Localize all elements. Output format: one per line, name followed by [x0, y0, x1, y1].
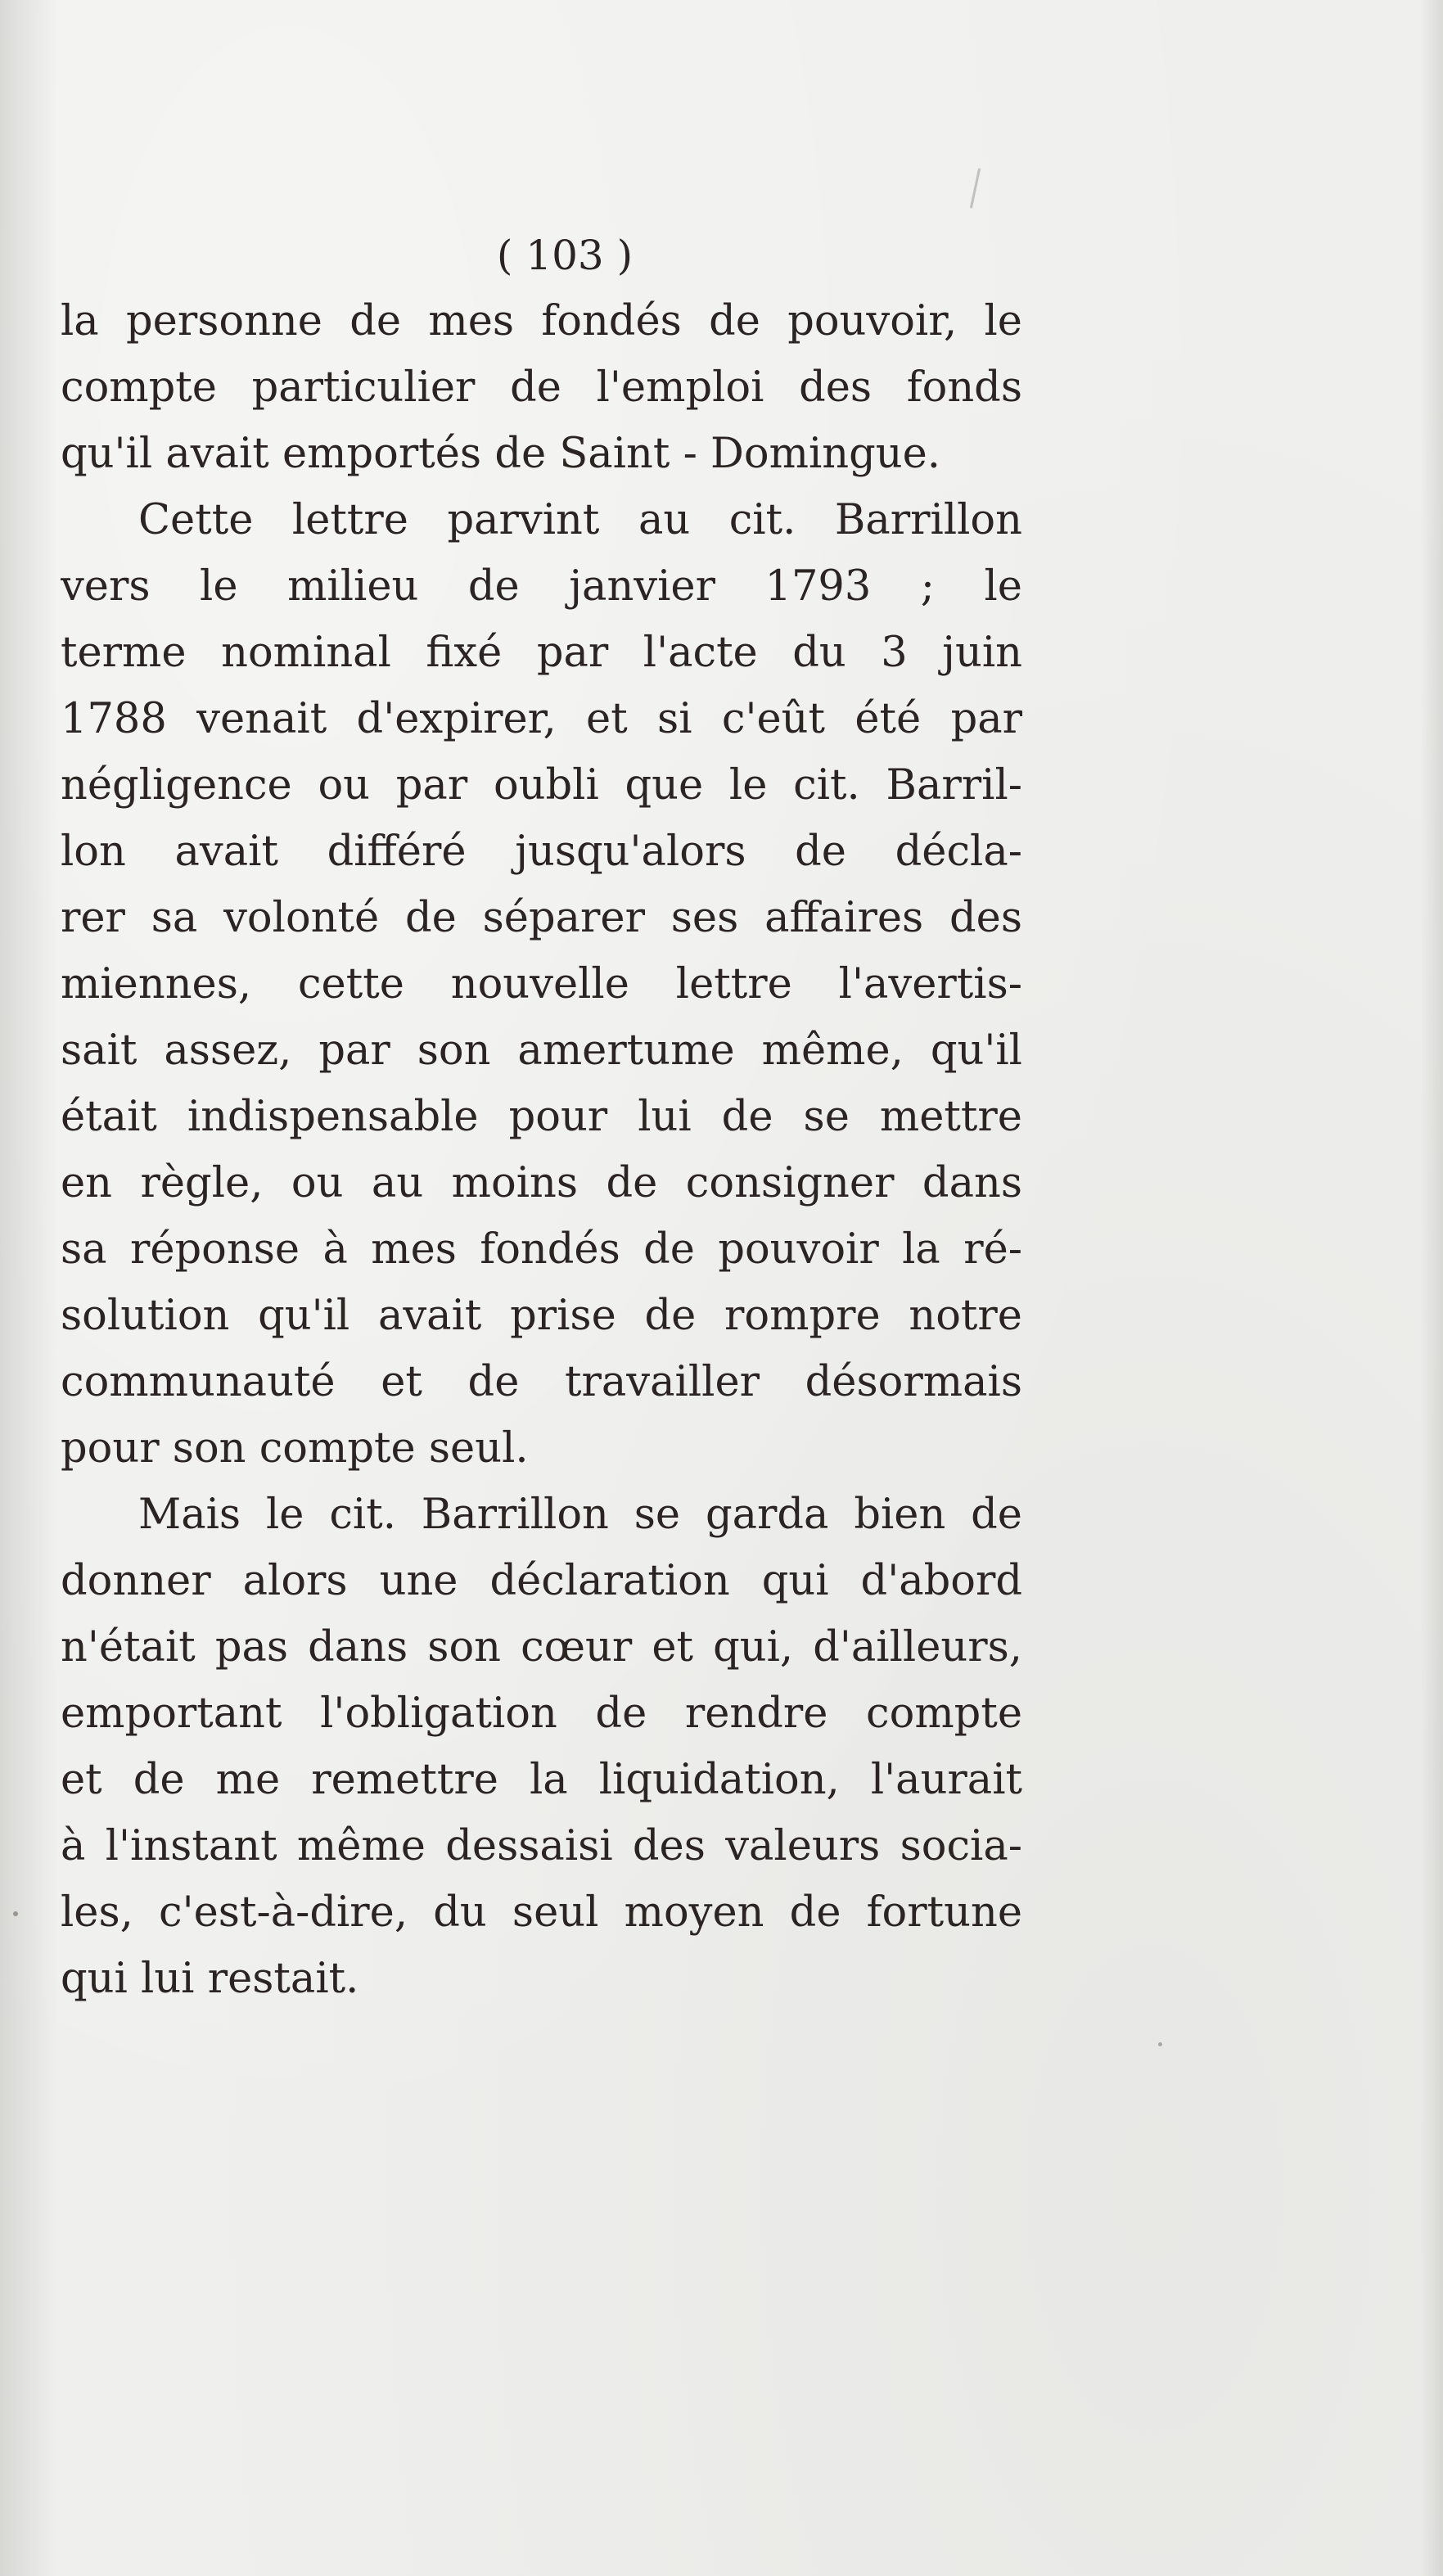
body-text — [61, 288, 1022, 2012]
text-line: compte particulier de l'emploi des fonds — [61, 363, 1022, 412]
paragraph-start-line: Cette lettre parvint au cit. Barrillon — [138, 496, 1022, 544]
text-line: miennes, cette nouvelle lettre l'avertis- — [61, 960, 1022, 1008]
text-line: rer sa volonté de séparer ses affaires des — [61, 894, 1022, 942]
paragraph-start-line: Mais le cit. Barrillon se garda bien de — [138, 1491, 1022, 1539]
text-line: 1788 venait d'expirer, et si c'eût été par — [61, 695, 1022, 743]
text-line: et de me remettre la liquidation, l'aurait — [61, 1756, 1022, 1804]
ink-speck — [1158, 2042, 1162, 2046]
text-line: n'était pas dans son cœur et qui, d'ailleurs, — [61, 1623, 1022, 1671]
text-line: était indispensable pour lui de se mettre — [61, 1093, 1022, 1141]
text-line: solution qu'il avait prise de rompre notre — [61, 1292, 1022, 1340]
text-line: qu'il avait emportés de Saint - Domingue. — [61, 430, 941, 478]
text-line: terme nominal fixé par l'acte du 3 juin — [61, 629, 1022, 677]
text-line: lon avait différé jusqu'alors de décla- — [61, 828, 1022, 876]
ink-speck — [970, 168, 981, 209]
text-line: emportant l'obligation de rendre compte — [61, 1690, 1022, 1738]
text-line: négligence ou par oubli que le cit. Barril- — [61, 761, 1022, 810]
text-line: la personne de mes fondés de pouvoir, le — [61, 297, 1022, 345]
page-edge-shadow — [1420, 0, 1443, 2576]
text-line: communauté et de travailler désormais — [61, 1358, 1022, 1406]
text-line: vers le milieu de janvier 1793 ; le — [61, 562, 1022, 611]
ink-speck — [13, 1911, 18, 1916]
text-line: donner alors une déclaration qui d'abord — [61, 1557, 1022, 1605]
text-line: à l'instant même dessaisi des valeurs socia- — [61, 1822, 1022, 1870]
text-line: les, c'est-à-dire, du seul moyen de fortune — [61, 1888, 1022, 1937]
text-line: en règle, ou au moins de consigner dans — [61, 1159, 1022, 1207]
text-line: pour son compte seul. — [61, 1424, 529, 1473]
page-number: ( 103 ) — [496, 232, 634, 279]
text-line: sait assez, par son amertume même, qu'il — [61, 1026, 1022, 1075]
text-line: sa réponse à mes fondés de pouvoir la ré- — [61, 1225, 1022, 1274]
spine-shadow — [0, 0, 57, 2576]
text-line: qui lui restait. — [61, 1955, 359, 2003]
